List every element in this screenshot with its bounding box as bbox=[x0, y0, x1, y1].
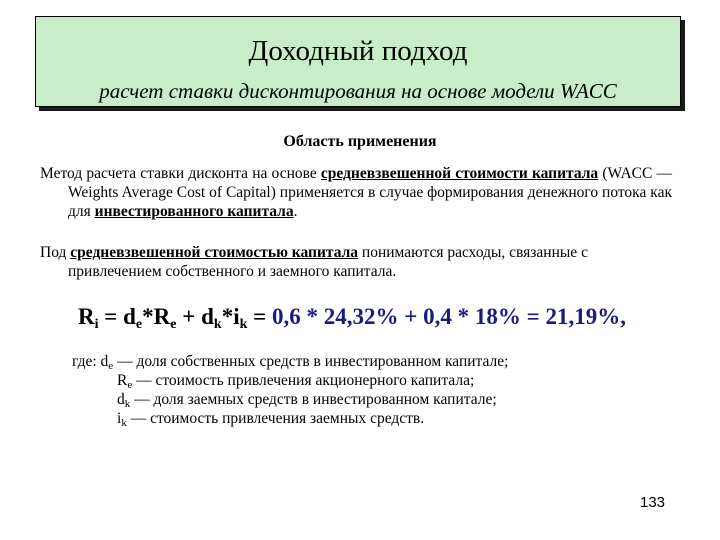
formula-eq2: = bbox=[247, 304, 272, 329]
legend-symbol: d bbox=[117, 391, 125, 408]
formula-sub-i: i bbox=[94, 317, 99, 332]
legend-symbol: где: d bbox=[72, 353, 109, 370]
legend-text: — доля заемных средств в инвестированном капитале; bbox=[130, 391, 497, 408]
formula-sub-k1: k bbox=[213, 317, 222, 332]
para1-text-1: Метод расчета ставки дисконта на основе bbox=[40, 165, 321, 182]
formula-plus1: + d bbox=[176, 304, 214, 329]
para1-text-2: (WACC — Weights Average Cost of Capital) применяется в случае формирования денежного потока как для bbox=[68, 165, 672, 220]
formula-calculation: 0,6 * 24,32% + 0,4 * 18% = 21,19%, bbox=[271, 304, 626, 329]
wacc-formula bbox=[78, 303, 626, 331]
legend-subscript: k bbox=[121, 417, 127, 429]
term-weighted-cost: средневзвешенной стоимости капитала bbox=[320, 165, 599, 182]
legend-text: — стоимость привлечения заемных средств. bbox=[126, 410, 425, 427]
legend-row-de bbox=[72, 352, 508, 371]
formula-sub-k2: k bbox=[239, 317, 248, 332]
title-box bbox=[35, 16, 681, 107]
formula-times1: *R bbox=[142, 304, 171, 329]
slide-subtitle: расчет ставки дисконтирования на основе модели WACC bbox=[99, 79, 617, 103]
paragraph-wacc-method bbox=[40, 164, 672, 221]
legend-symbol: R bbox=[117, 372, 128, 389]
legend-subscript: e bbox=[108, 360, 114, 372]
legend-row-dk bbox=[72, 390, 508, 409]
legend-row-ik bbox=[72, 409, 508, 428]
formula-sub-e2: e bbox=[170, 317, 177, 332]
page-number: 133 bbox=[640, 494, 666, 511]
para2-text-1: Под bbox=[40, 244, 71, 261]
legend-text: — доля собственных средств в инвестированном капитале; bbox=[113, 353, 509, 370]
paragraph-definition bbox=[40, 243, 672, 281]
term-weighted-cost-definition: средневзвешенной стоимостью капитала bbox=[70, 244, 359, 261]
formula-legend bbox=[72, 352, 508, 428]
para1-text-3: . bbox=[293, 203, 298, 220]
term-invested-capital: инвестированного капитала bbox=[94, 203, 294, 220]
formula-r: R bbox=[78, 304, 95, 329]
slide-title: Доходный подход bbox=[248, 35, 468, 67]
legend-subscript: e bbox=[127, 379, 133, 391]
section-heading: Область применения bbox=[283, 133, 437, 150]
formula-eq1: = d bbox=[98, 304, 136, 329]
legend-subscript: k bbox=[124, 398, 131, 410]
formula-times2: *i bbox=[221, 304, 240, 329]
legend-row-re bbox=[72, 371, 508, 390]
legend-text: — стоимость привлечения акционерного капитала; bbox=[132, 372, 475, 389]
formula-sub-e1: e bbox=[135, 317, 143, 332]
para2-text-2: понимаются расходы, связанные с привлечением собственного и заемного капитала. bbox=[68, 244, 588, 280]
legend-symbol: i bbox=[117, 410, 122, 427]
